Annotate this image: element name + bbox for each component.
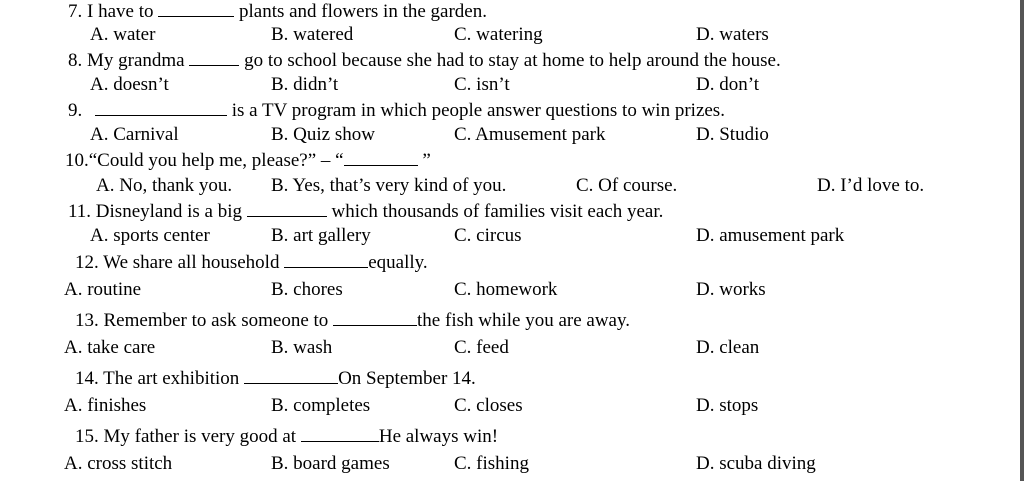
question-14: 14. The art exhibition On September 14.	[75, 368, 476, 389]
option-b: B. chores	[271, 279, 343, 300]
option-c: C. closes	[454, 395, 523, 416]
option-a: A. finishes	[64, 395, 147, 416]
option-c: C. feed	[454, 337, 509, 358]
option-b: B. Yes, that’s very kind of you.	[271, 175, 507, 196]
option-d: D. clean	[696, 337, 760, 358]
option-c: C. Of course.	[576, 175, 678, 196]
option-d: D. Studio	[696, 124, 769, 145]
blank	[247, 200, 327, 217]
option-a: A. water	[90, 24, 156, 45]
blank	[333, 309, 417, 326]
option-c: C. fishing	[454, 453, 529, 474]
option-a: A. Carnival	[90, 124, 179, 145]
option-b: B. didn’t	[271, 74, 339, 95]
option-c: C. homework	[454, 279, 558, 300]
question-15: 15. My father is very good at He always win!	[75, 426, 499, 447]
option-a: A. sports center	[90, 225, 210, 246]
question-8: 8. My grandma go to school because she had to stay at home to help around the house.	[68, 50, 781, 71]
option-a: A. cross stitch	[64, 453, 173, 474]
blank	[95, 99, 227, 116]
option-b: B. art gallery	[271, 225, 371, 246]
option-c: C. watering	[454, 24, 543, 45]
option-b: B. board games	[271, 453, 390, 474]
option-a: A. No, thank you.	[96, 175, 233, 196]
option-d: D. scuba diving	[696, 453, 816, 474]
blank	[158, 0, 234, 17]
question-12: 12. We share all household equally.	[75, 252, 428, 273]
right-edge-border	[1020, 0, 1024, 481]
option-c: C. isn’t	[454, 74, 510, 95]
option-b: B. completes	[271, 395, 371, 416]
blank	[301, 425, 379, 442]
option-d: D. don’t	[696, 74, 759, 95]
option-a: A. routine	[64, 279, 142, 300]
option-b: B. wash	[271, 337, 333, 358]
option-b: B. watered	[271, 24, 354, 45]
blank	[189, 49, 239, 66]
option-c: C. circus	[454, 225, 522, 246]
blank	[284, 251, 368, 268]
option-d: D. waters	[696, 24, 769, 45]
option-b: B. Quiz show	[271, 124, 375, 145]
option-d: D. I’d love to.	[817, 175, 925, 196]
blank	[244, 367, 338, 384]
question-9: 9. is a TV program in which people answer questions to win prizes.	[68, 100, 725, 121]
question-13: 13. Remember to ask someone to the fish while you are away.	[75, 310, 631, 331]
option-d: D. works	[696, 279, 766, 300]
option-c: C. Amusement park	[454, 124, 606, 145]
question-7: 7. I have to plants and flowers in the garden.	[68, 1, 487, 22]
option-d: D. amusement park	[696, 225, 845, 246]
option-a: A. doesn’t	[90, 74, 169, 95]
question-11: 11. Disneyland is a big which thousands of families visit each year.	[68, 201, 664, 222]
question-10: 10.“Could you help me, please?” – “ ”	[65, 150, 431, 171]
blank	[344, 149, 418, 166]
option-d: D. stops	[696, 395, 759, 416]
option-a: A. take care	[64, 337, 156, 358]
